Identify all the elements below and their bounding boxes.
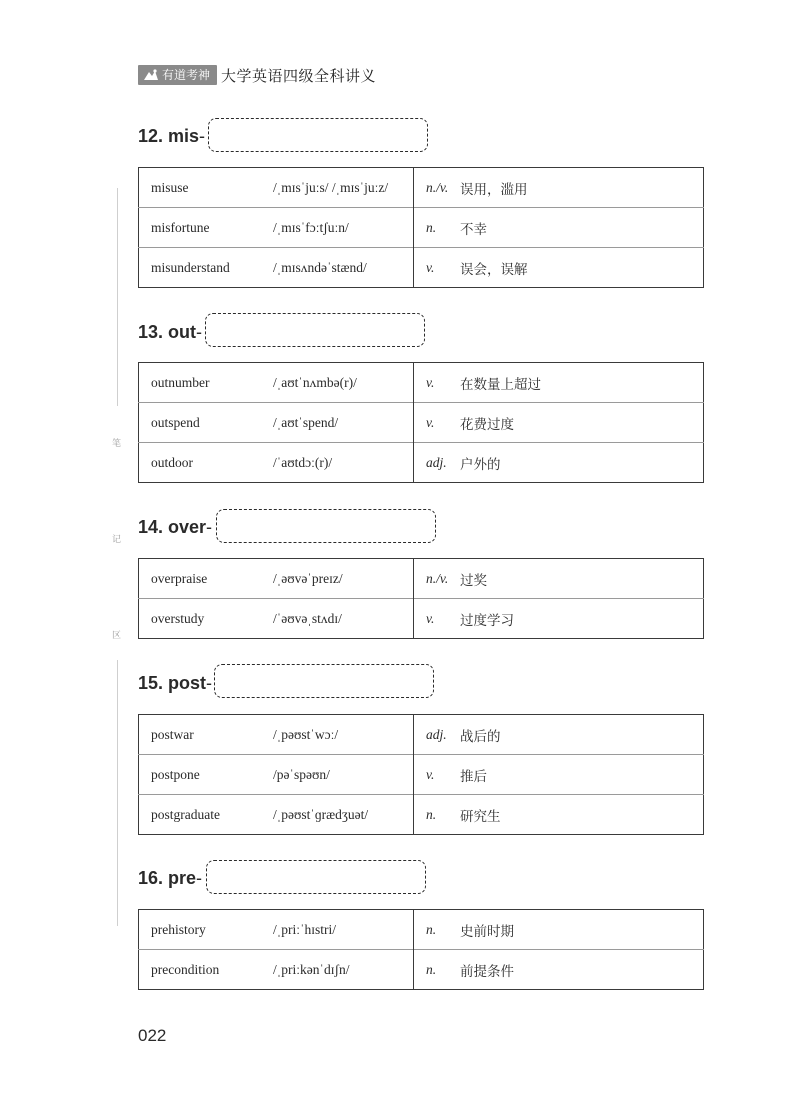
word-cell: overpraise [151, 570, 208, 586]
meaning-cell: 史前时期 [460, 923, 514, 939]
phonetic-cell: /ˌmɪsˈfɔːtʃuːn/ [273, 208, 414, 248]
note-margin-line [117, 188, 118, 406]
table-row [139, 168, 704, 208]
fill-in-blank-box[interactable] [216, 509, 436, 543]
fill-in-blank-box[interactable] [214, 664, 434, 698]
fill-in-blank-box[interactable] [206, 860, 426, 894]
word-cell: misfortune [139, 208, 274, 248]
table-row [139, 208, 704, 248]
section-title: 15. post- [138, 673, 213, 693]
pos-cell: adj. [414, 443, 461, 483]
table-row [139, 599, 704, 639]
section-title-text: 16. pre [138, 868, 197, 888]
table-row [139, 403, 704, 443]
pos-cell: v. [414, 755, 461, 795]
word-cell: misuse [151, 179, 189, 195]
word-cell: prehistory [151, 921, 206, 937]
vocab-table [138, 558, 704, 639]
pos-cell: n. [414, 795, 461, 835]
meaning-cell: 过奖 [460, 572, 487, 588]
pos-cell: v. [414, 363, 461, 403]
section-title: 14. over- [138, 517, 213, 537]
vocab-table [138, 362, 704, 483]
word-cell: outspend [139, 403, 274, 443]
pos-cell: n. [414, 910, 461, 950]
note-margin-line [117, 660, 118, 926]
book-title: 大学英语四级全科讲义 [221, 66, 377, 85]
meaning-cell: 误用，滥用 [460, 181, 528, 197]
pos-cell: n./v. [414, 168, 461, 208]
brand-badge [138, 65, 217, 85]
table-row [139, 950, 704, 990]
phonetic-cell: /ˌpəʊstˈɡrædʒuət/ [273, 795, 414, 835]
phonetic-cell: /ˌəʊvəˈpreɪz/ [273, 570, 343, 586]
page-header [138, 64, 376, 86]
brand-badge-text: 有道考神 [162, 68, 211, 82]
phonetic-cell: /ˈaʊtdɔː(r)/ [273, 443, 414, 483]
section-title-text: 14. over [138, 517, 207, 537]
table-row [139, 755, 704, 795]
vocab-table [138, 714, 704, 835]
fill-in-blank-box[interactable] [205, 313, 425, 347]
phonetic-cell: /ˌaʊtˈspend/ [273, 403, 414, 443]
table-row [139, 559, 704, 599]
side-note-char: 区 [112, 631, 122, 641]
section-title: 13. out- [138, 322, 203, 342]
pos-cell: adj. [414, 715, 461, 755]
pos-cell: v. [414, 248, 461, 288]
section-title-text: 12. mis [138, 126, 200, 146]
phonetic-cell: /ˌpriːˈhɪstri/ [273, 921, 336, 937]
table-row [139, 363, 704, 403]
word-cell: outdoor [139, 443, 274, 483]
pos-cell: n. [414, 208, 461, 248]
phonetic-cell: /ˈəʊvəˌstʌdɪ/ [273, 599, 414, 639]
table-row [139, 443, 704, 483]
word-cell: misunderstand [139, 248, 274, 288]
pos-cell: n./v. [414, 559, 461, 599]
meaning-cell: 过度学习 [460, 599, 704, 639]
word-cell: postpone [139, 755, 274, 795]
table-row [139, 795, 704, 835]
meaning-cell: 研究生 [460, 795, 704, 835]
side-note-char: 记 [112, 535, 122, 545]
meaning-cell: 户外的 [460, 443, 704, 483]
pos-cell: v. [414, 599, 461, 639]
phonetic-cell: /ˌmɪsʌndəˈstænd/ [273, 248, 414, 288]
word-cell: postwar [151, 726, 194, 742]
phonetic-cell: /pəˈspəʊn/ [273, 755, 414, 795]
word-cell: postgraduate [139, 795, 274, 835]
meaning-cell: 花费过度 [460, 403, 704, 443]
pos-cell: v. [414, 403, 461, 443]
vocab-table [138, 167, 704, 288]
word-cell: overstudy [139, 599, 274, 639]
section-title-text: 15. post [138, 673, 207, 693]
phonetic-cell: /ˌpəʊstˈwɔː/ [273, 726, 339, 742]
side-note-char: 笔 [112, 439, 122, 449]
meaning-cell: 不幸 [460, 208, 704, 248]
word-cell: precondition [139, 950, 274, 990]
meaning-cell: 误会，误解 [460, 248, 704, 288]
pos-cell: n. [414, 950, 461, 990]
vocab-table [138, 909, 704, 990]
meaning-cell: 前提条件 [460, 950, 704, 990]
fill-in-blank-box[interactable] [208, 118, 428, 152]
meaning-cell: 战后的 [460, 728, 501, 744]
meaning-cell: 推后 [460, 755, 704, 795]
brand-logo-icon [143, 68, 159, 82]
table-row [139, 248, 704, 288]
meaning-cell: 在数量上超过 [460, 376, 541, 392]
table-row [139, 910, 704, 950]
section-title: 16. pre- [138, 868, 203, 888]
section-title: 12. mis- [138, 126, 206, 146]
phonetic-cell: /ˌpriːkənˈdɪʃn/ [273, 950, 414, 990]
phonetic-cell: /ˌmɪsˈjuːs/ /ˌmɪsˈjuːz/ [273, 179, 389, 195]
table-row [139, 715, 704, 755]
word-cell: outnumber [151, 374, 210, 390]
section-title-text: 13. out [138, 322, 197, 342]
page-number: 022 [138, 1026, 167, 1045]
phonetic-cell: /ˌaʊtˈnʌmbə(r)/ [273, 374, 357, 390]
